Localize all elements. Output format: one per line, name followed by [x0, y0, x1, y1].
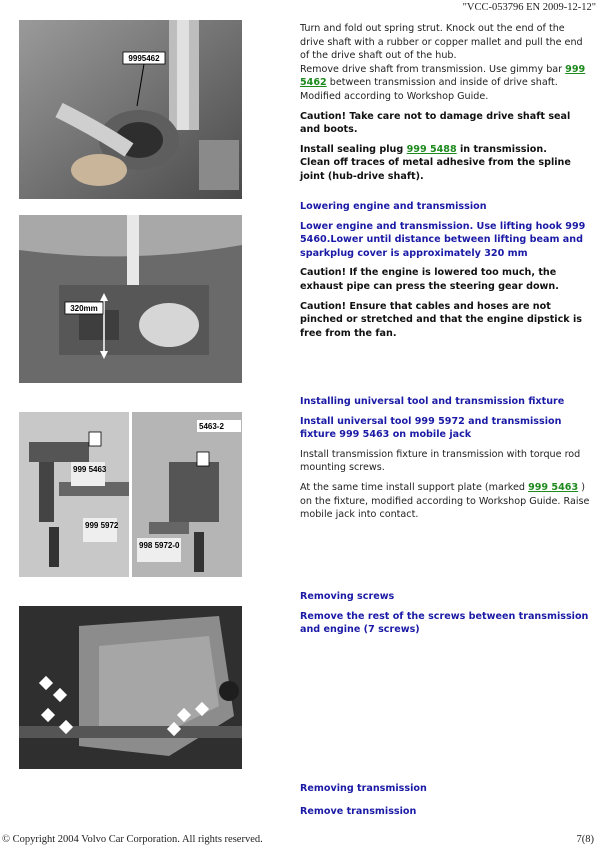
- step-text: Clean off traces of metal adhesive from the spline joint (hub-drive shaft).: [300, 157, 571, 182]
- document-id: "VCC-053796 EN 2009-12-12": [462, 2, 596, 13]
- caution-text: Caution! Take care not to damage drive shaft seal and boots.: [300, 110, 571, 136]
- drive-shaft-photo: [19, 20, 242, 199]
- step-text: Remove the rest of the screws between transmission and engine (7 screws): [300, 610, 589, 636]
- step-text: Remove drive shaft from transmission. Use gimmy bar 999 5462 between transmission and inside of drive shaft. Modified according to Workshop Guide.: [300, 63, 586, 102]
- section-lowering-engine: [300, 200, 592, 346]
- distance-image-label: 320mm: [70, 304, 98, 313]
- transmission-screws-photo: [19, 606, 242, 769]
- step-text: Install transmission fixture in transmission with torque rod mounting screws.: [300, 448, 581, 474]
- page-footer: [2, 834, 594, 845]
- caution-text: Caution! Ensure that cables and hoses are not pinched or stretched and that the engine dipstick is free from the fan.: [300, 300, 583, 339]
- page-number: 7(8): [576, 834, 594, 845]
- section-removing-screws: [300, 590, 592, 643]
- section-heading: Lowering engine and transmission: [300, 201, 487, 212]
- fixture-image-label: 999 5463: [73, 465, 107, 474]
- fixture-photo: [19, 412, 242, 577]
- caution-text: Caution! If the engine is lowered too much, the exhaust pipe can press the steering gear down.: [300, 267, 559, 292]
- section-drive-shaft: [300, 22, 592, 190]
- step-text: Remove transmission: [300, 805, 417, 817]
- section-heading: Installing universal tool and transmission fixture: [300, 396, 565, 407]
- section-heading: Removing transmission: [300, 783, 427, 794]
- step-text: Lower engine and transmission. Use lifting hook 999 5460.Lower until distance between lifting beam and sparkplug cover is approximately 320 mm: [300, 220, 586, 259]
- tool-link-999-5462[interactable]: 999 5462: [300, 63, 586, 89]
- section-universal-tool: [300, 395, 592, 528]
- step-text: Install sealing plug 999 5488 in transmission.: [300, 143, 547, 155]
- support-plate-image-label: 5463-2: [199, 422, 224, 431]
- section-heading: Removing screws: [300, 591, 395, 602]
- universal-tool-image-label: 999 5972: [85, 521, 119, 530]
- drive-shaft-image-label: 9995462: [128, 54, 160, 63]
- tool-link-999-5463[interactable]: 999 5463: [528, 481, 579, 493]
- step-text: Turn and fold out spring strut. Knock out the end of the drive shaft with a rubber or copper mallet and pull the end of the drive shaft out of the hub.: [300, 23, 583, 62]
- step-text: Install universal tool 999 5972 and transmission fixture 999 5463 on mobile jack: [300, 415, 562, 441]
- step-text: At the same time install support plate (marked 999 5463 ) on the fixture, modified according to Workshop Guide. Raise mobile jack into contact.: [300, 481, 590, 521]
- copyright-text: © Copyright 2004 Volvo Car Corporation. All rights reserved.: [2, 834, 263, 845]
- section-removing-transmission: [300, 782, 592, 824]
- tool-image-label: 998 5972-0: [139, 541, 180, 550]
- engine-lowering-photo: [19, 215, 242, 383]
- tool-link-999-5488[interactable]: 999 5488: [406, 143, 457, 155]
